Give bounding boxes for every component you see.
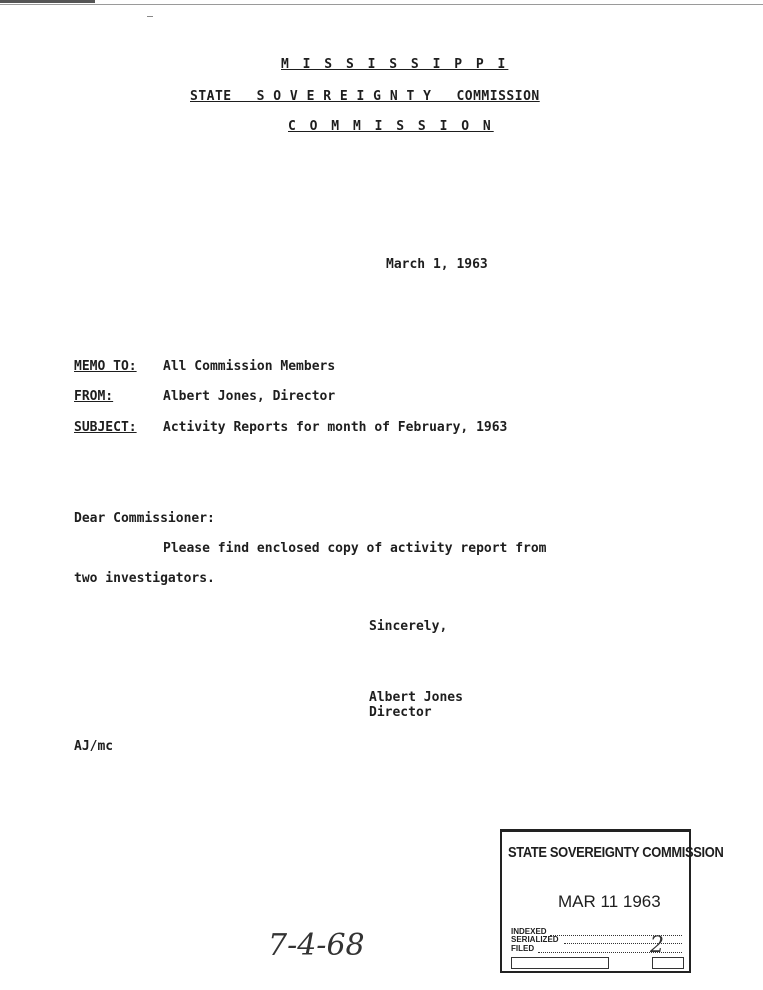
- closing: Sincerely,: [369, 619, 448, 634]
- stamp-box-right: [652, 957, 684, 969]
- typist-initials: AJ/mc: [74, 739, 114, 754]
- body-paragraph-line-2: two investigators.: [74, 571, 215, 586]
- memo-to-label: MEMO TO:: [74, 359, 137, 374]
- stamp-box-left: [511, 957, 609, 969]
- handwritten-number: 7-4-68: [268, 928, 365, 963]
- stamp-title: STATE SOVEREIGNTY COMMISSION: [508, 844, 724, 861]
- header-line-3: C O M M I S S I O N: [288, 119, 494, 134]
- signature-title: Director: [369, 705, 432, 720]
- stamp-filed-label: FILED: [511, 944, 535, 953]
- top-edge-mark: [0, 0, 95, 3]
- memo-from-label: FROM:: [74, 389, 114, 404]
- memo-to-value: All Commission Members: [163, 359, 336, 374]
- memo-subject-label: SUBJECT:: [74, 420, 137, 435]
- signature-name: Albert Jones: [369, 690, 463, 705]
- stray-mark: [147, 16, 153, 17]
- top-edge-line: [0, 4, 763, 5]
- stamp-serialized-line: [564, 943, 682, 944]
- salutation: Dear Commissioner:: [74, 511, 215, 526]
- header-line-1: M I S S I S S I P P I: [281, 57, 509, 72]
- stamp-file-mark: 2: [650, 933, 664, 958]
- header-line-2: STATE S O V E R E I G N T Y COMMISSION: [190, 89, 540, 104]
- received-stamp: [500, 829, 724, 973]
- memo-subject-value: Activity Reports for month of February, 1963: [163, 420, 508, 435]
- stamp-indexed-label: INDEXED: [511, 927, 547, 936]
- stamp-date: MAR 11 1963: [558, 892, 661, 911]
- memo-date: March 1, 1963: [386, 257, 488, 272]
- body-paragraph-line-1: Please find enclosed copy of activity report from: [163, 541, 547, 556]
- memo-from-value: Albert Jones, Director: [163, 389, 336, 404]
- stamp-serialized-label: SERIALIZED: [511, 935, 559, 944]
